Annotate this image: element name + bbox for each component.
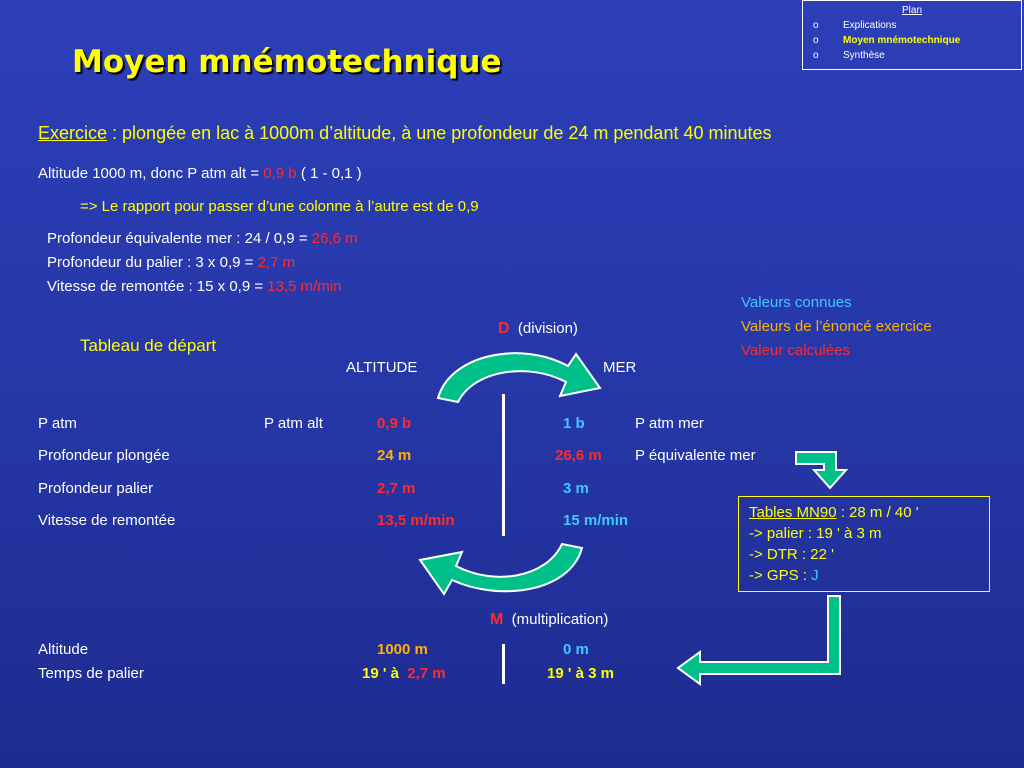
row-altitude-value: 0,9 b: [377, 415, 412, 432]
row-label: Profondeur palier: [38, 480, 154, 497]
mn90-title-line: [749, 504, 919, 521]
depth-text: Profondeur équivalente mer : 24 / 0,9 =: [47, 230, 312, 247]
row-label: Altitude: [38, 641, 89, 658]
altitude-text: Altitude 1000 m, donc P atm alt =: [38, 165, 264, 182]
elbow-arrow-down-icon: [796, 452, 846, 488]
column-divider: [502, 394, 505, 536]
row-mer-value: 26,6 m: [555, 447, 602, 464]
elbow-arrow-left-icon: [678, 596, 840, 684]
row-label: Vitesse de remontée: [38, 512, 176, 529]
plan-item-label: Explications: [843, 20, 897, 31]
ratio-line: => Le rapport pour passer d’une colonne à l’autre est de 0,9: [80, 198, 479, 215]
row-label: Temps de palier: [38, 665, 144, 682]
row-mer-label: P équivalente mer: [635, 447, 756, 464]
plan-item-label: Moyen mnémotechnique: [843, 35, 961, 46]
row-mer-value: 1 b: [563, 415, 585, 432]
row-mer-value: 19 ' à 3 m: [547, 665, 614, 682]
row-altitude-value: 2,7 m: [377, 480, 416, 497]
curved-arrow-left-icon: [420, 544, 582, 594]
col-mer-header: MER: [603, 359, 637, 376]
row-label: Profondeur plongée: [38, 447, 170, 464]
row-altitude-value: 13,5 m/min: [377, 512, 455, 529]
legend-known: Valeurs connues: [741, 294, 852, 311]
mn90-title-suffix: : 28 m / 40 ': [836, 504, 919, 521]
row-mer-value: 0 m: [563, 641, 589, 658]
curved-arrow-right-icon: [438, 353, 600, 402]
slide-title: Moyen mnémotechnique: [72, 44, 502, 80]
legend-computed: Valeur calculées: [741, 342, 850, 359]
column-divider-bottom: [502, 644, 505, 684]
row-altitude-value: [362, 665, 446, 682]
stop-value: 2,7 m: [257, 254, 296, 271]
mn90-gps-line: [749, 567, 819, 584]
altitude-suffix: ( 1 - 0,1 ): [296, 165, 362, 182]
plan-bullet: o: [813, 20, 819, 31]
exercise-text: : plongée en lac à 1000m d’altitude, à une profondeur de 24 m pendant 40 minutes: [107, 123, 772, 143]
speed-value: 13,5 m/min: [267, 278, 342, 295]
row-altitude-value: 1000 m: [377, 641, 428, 658]
multiplication-text: (multiplication): [511, 611, 609, 628]
mn90-dtr-line: -> DTR : 22 ': [749, 546, 834, 563]
multiplication-label: [490, 611, 608, 629]
speed-text: Vitesse de remontée : 15 x 0,9 =: [47, 278, 268, 295]
mn90-title: Tables MN90: [749, 504, 837, 521]
depth-value: 26,6 m: [311, 230, 358, 247]
legend-statement: Valeurs de l’énoncé exercice: [741, 318, 932, 335]
row-sublabel: P atm alt: [264, 415, 323, 432]
plan-bullet: o: [813, 50, 819, 61]
stop-depth-value: 2,7 m: [407, 665, 446, 682]
multiplication-letter: M: [490, 611, 504, 628]
mn90-tables-box: [738, 496, 990, 592]
row-label: P atm: [38, 415, 77, 432]
row-altitude-value: 24 m: [377, 447, 412, 464]
col-altitude-header: ALTITUDE: [346, 359, 418, 376]
exercise-label: Exercice: [38, 123, 108, 143]
row-mer-label: P atm mer: [635, 415, 704, 432]
mn90-gps-prefix: -> GPS :: [749, 567, 812, 584]
plan-item-label: Synthèse: [843, 50, 885, 61]
mn90-gps-value: J: [811, 567, 819, 584]
stop-time-value: 19 ' à: [362, 665, 399, 682]
row-mer-value: 3 m: [563, 480, 589, 497]
plan-bullet: o: [813, 35, 819, 46]
plan-title: Plan: [901, 5, 922, 16]
mn90-stop-line: -> palier : 19 ' à 3 m: [749, 525, 882, 542]
division-letter: D: [498, 320, 510, 337]
division-text: (division): [517, 320, 578, 337]
altitude-value: 0,9 b: [263, 165, 297, 182]
start-table-label: Tableau de départ: [80, 336, 217, 355]
row-mer-value: 15 m/min: [563, 512, 629, 529]
stop-text: Profondeur du palier : 3 x 0,9 =: [47, 254, 258, 271]
